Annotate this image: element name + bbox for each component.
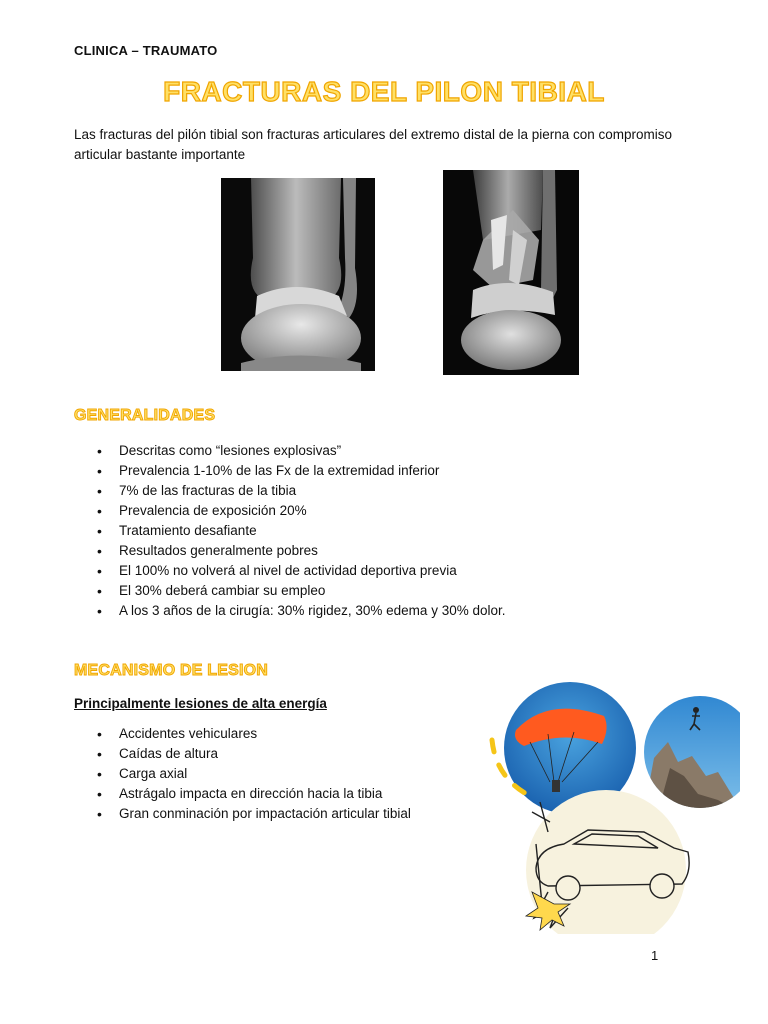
list-item: • Resultados generalmente pobres <box>74 541 505 561</box>
list-item: • Prevalencia de exposición 20% <box>74 501 505 521</box>
list-item: • Caídas de altura <box>74 744 411 764</box>
list-item: • 7% de las fracturas de la tibia <box>74 481 505 501</box>
intro-paragraph: Las fracturas del pilón tibial son fracturas articulares del extremo distal de la pierna con compromiso articular bastante importante <box>74 127 673 162</box>
mecanismo-list <box>74 724 411 824</box>
cliff-jump-scene <box>638 692 740 812</box>
list-item: • Prevalencia 1-10% de las Fx de la extremidad inferior <box>74 461 505 481</box>
generalidades-list <box>74 441 505 621</box>
mecanismo-subheading: Principalmente lesiones de alta energía <box>74 696 327 711</box>
list-item: • Astrágalo impacta en dirección hacia la tibia <box>74 784 411 804</box>
list-item: • A los 3 años de la cirugía: 30% rigidez, 30% edema y 30% dolor. <box>74 601 505 621</box>
xray-pilon-fracture-image <box>443 170 579 375</box>
page-title: FRACTURAS DEL PILON TIBIAL <box>163 76 605 107</box>
document-header: CLINICA – TRAUMATO <box>74 43 218 58</box>
list-item: • Gran conminación por impactación articular tibial <box>74 804 411 824</box>
list-item: • Tratamiento desafiante <box>74 521 505 541</box>
list-item: • Accidentes vehiculares <box>74 724 411 744</box>
injury-mechanism-illustration <box>478 672 740 934</box>
list-item: • Carga axial <box>74 764 411 784</box>
mecanismo-heading: MECANISMO DE LESION <box>74 662 269 679</box>
page-number: 1 <box>651 948 659 963</box>
list-item: • El 30% deberá cambiar su empleo <box>74 581 505 601</box>
generalidades-heading: GENERALIDADES <box>74 407 216 424</box>
xray-ankle-ap-image <box>221 178 375 371</box>
list-item: • Descritas como “lesiones explosivas” <box>74 441 505 461</box>
list-item: • El 100% no volverá al nivel de actividad deportiva previa <box>74 561 505 581</box>
